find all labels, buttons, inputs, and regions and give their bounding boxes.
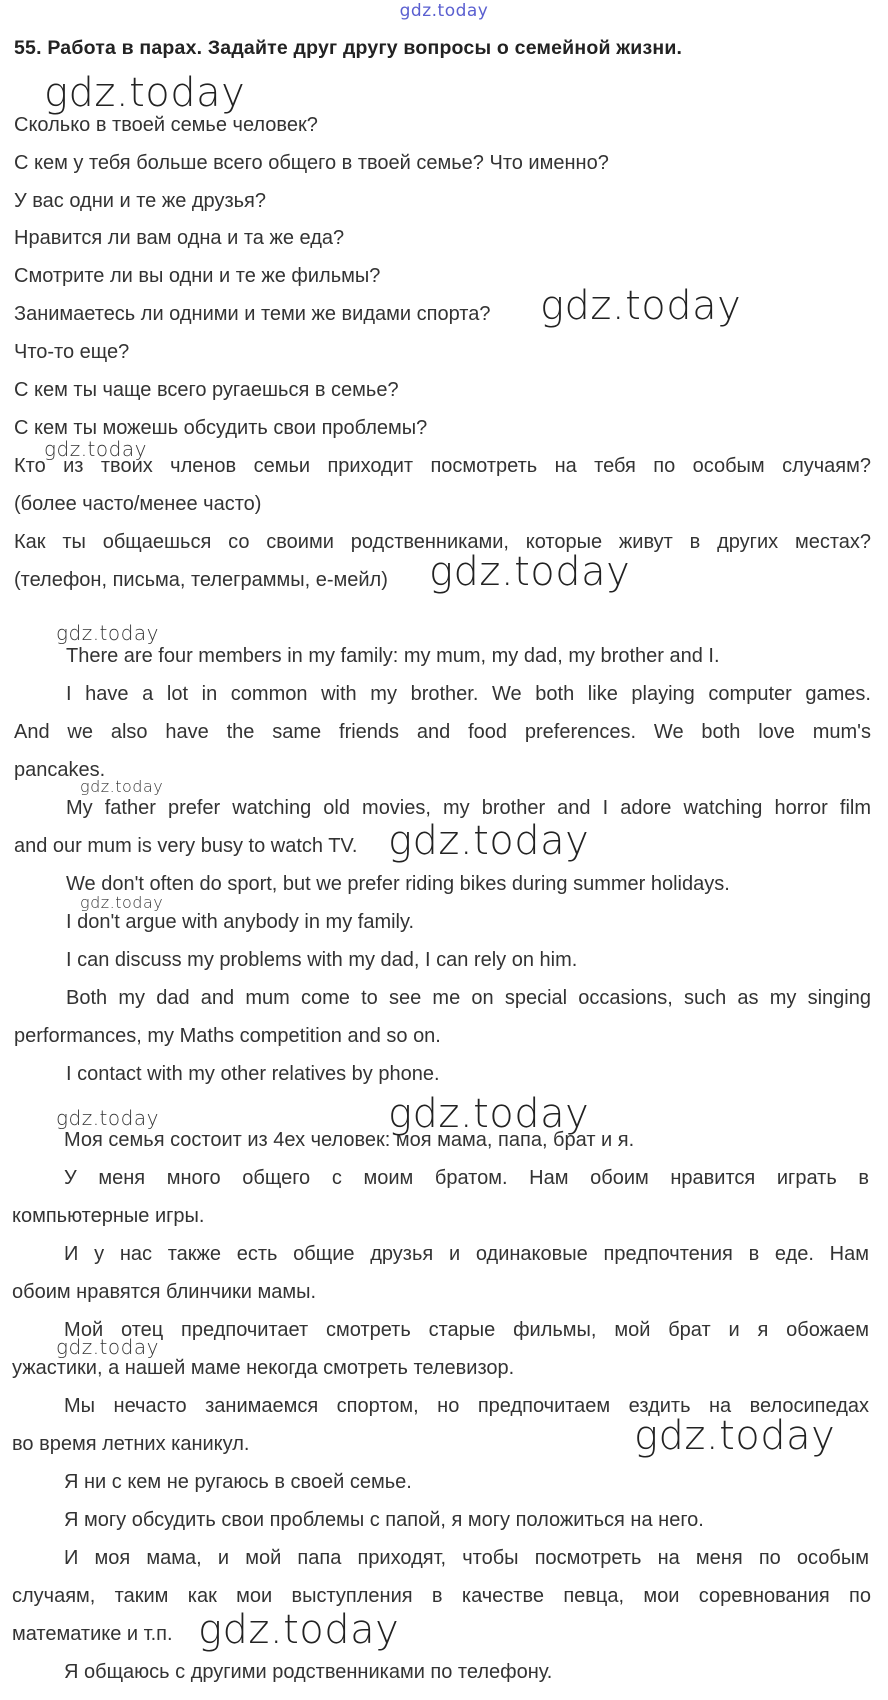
english-line: I have a lot in common with my brother. We both like playing computer games. xyxy=(66,683,871,705)
russian-line: случаям, таким как мои выступления в качестве певца, мои соревнования по xyxy=(12,1585,871,1607)
english-line: pancakes. xyxy=(14,759,106,781)
english-line: and our mum is very busy to watch TV. xyxy=(14,835,358,857)
english-line: There are four members in my family: my mum, my dad, my brother and I. xyxy=(66,645,720,667)
russian-line: И у нас также есть общие друзья и одинаковые предпочтения в еде. Нам xyxy=(64,1243,869,1265)
english-line: I can discuss my problems with my dad, I can rely on him. xyxy=(66,949,578,971)
question-line: Сколько в твоей семье человек? xyxy=(14,114,318,136)
russian-line: компьютерные игры. xyxy=(12,1205,205,1227)
watermark: gdz.today xyxy=(80,777,164,796)
watermark: gdz.today xyxy=(388,818,590,864)
watermark: gdz.today xyxy=(429,549,631,595)
question-line: (телефон, письма, телеграммы, е-мейл) xyxy=(14,569,388,591)
english-line: performances, my Maths competition and so on. xyxy=(14,1025,441,1047)
russian-line: Моя семья состоит из 4ех человек: моя мама, папа, брат и я. xyxy=(64,1129,635,1151)
question-line: Что-то еще? xyxy=(14,341,130,363)
top-watermark: gdz.today xyxy=(399,1,489,21)
watermark: gdz.today xyxy=(44,437,147,461)
question-line: С кем ты можешь обсудить свои проблемы? xyxy=(14,417,428,439)
russian-line: обоим нравятся блинчики мамы. xyxy=(12,1281,317,1303)
russian-line: ужастики, а нашей маме некогда смотреть телевизор. xyxy=(12,1357,515,1379)
watermark: gdz.today xyxy=(388,1091,590,1137)
russian-line: Мы нечасто занимаемся спортом, но предпочитаем ездить на велосипедах xyxy=(64,1395,869,1417)
russian-line: во время летних каникул. xyxy=(12,1433,250,1455)
watermark: gdz.today xyxy=(56,1335,159,1359)
question-line: Смотрите ли вы одни и те же фильмы? xyxy=(14,265,381,287)
watermark: gdz.today xyxy=(56,1106,159,1130)
watermark: gdz.today xyxy=(56,621,159,645)
question-line: У вас одни и те же друзья? xyxy=(14,190,266,212)
russian-line: Я общаюсь с другими родственниками по телефону. xyxy=(64,1661,553,1683)
question-line: Кто из твоих членов семьи приходит посмотреть на тебя по особым случаям? xyxy=(14,455,871,477)
watermark: gdz.today xyxy=(80,893,164,912)
question-line: С кем ты чаще всего ругаешься в семье? xyxy=(14,379,399,401)
english-line: I contact with my other relatives by phone. xyxy=(66,1063,440,1085)
question-line: С кем у тебя больше всего общего в твоей семье? Что именно? xyxy=(14,152,609,174)
watermark: gdz.today xyxy=(540,283,742,329)
english-line: I don't argue with anybody in my family. xyxy=(66,911,415,933)
russian-line: Я могу обсудить свои проблемы с папой, я могу положиться на него. xyxy=(64,1509,704,1531)
english-line: My father prefer watching old movies, my brother and I adore watching horror film xyxy=(66,797,871,819)
russian-line: математике и т.п. xyxy=(12,1623,173,1645)
question-line: Занимаетесь ли одними и теми же видами спорта? xyxy=(14,303,491,325)
english-line: And we also have the same friends and food preferences. We both love mum's xyxy=(14,721,871,743)
watermark: gdz.today xyxy=(198,1607,400,1653)
english-line: Both my dad and mum come to see me on special occasions, such as my singing xyxy=(66,987,871,1009)
english-line: We don't often do sport, but we prefer riding bikes during summer holidays. xyxy=(66,873,730,895)
russian-line: Я ни с кем не ругаюсь в своей семье. xyxy=(64,1471,412,1493)
russian-line: У меня много общего с моим братом. Нам обоим нравится играть в xyxy=(64,1167,869,1189)
watermark: gdz.today xyxy=(634,1413,836,1459)
question-line: Как ты общаешься со своими родственниками, которые живут в других местах? xyxy=(14,531,871,553)
task-title: 55. Работа в парах. Задайте друг другу вопросы о семейной жизни. xyxy=(14,37,683,59)
russian-line: Мой отец предпочитает смотреть старые фильмы, мой брат и я обожаем xyxy=(64,1319,869,1341)
question-line: (более часто/менее часто) xyxy=(14,493,262,515)
watermark: gdz.today xyxy=(44,70,246,116)
russian-line: И моя мама, и мой папа приходят, чтобы посмотреть на меня по особым xyxy=(64,1547,869,1569)
question-line: Нравится ли вам одна и та же еда? xyxy=(14,227,345,249)
